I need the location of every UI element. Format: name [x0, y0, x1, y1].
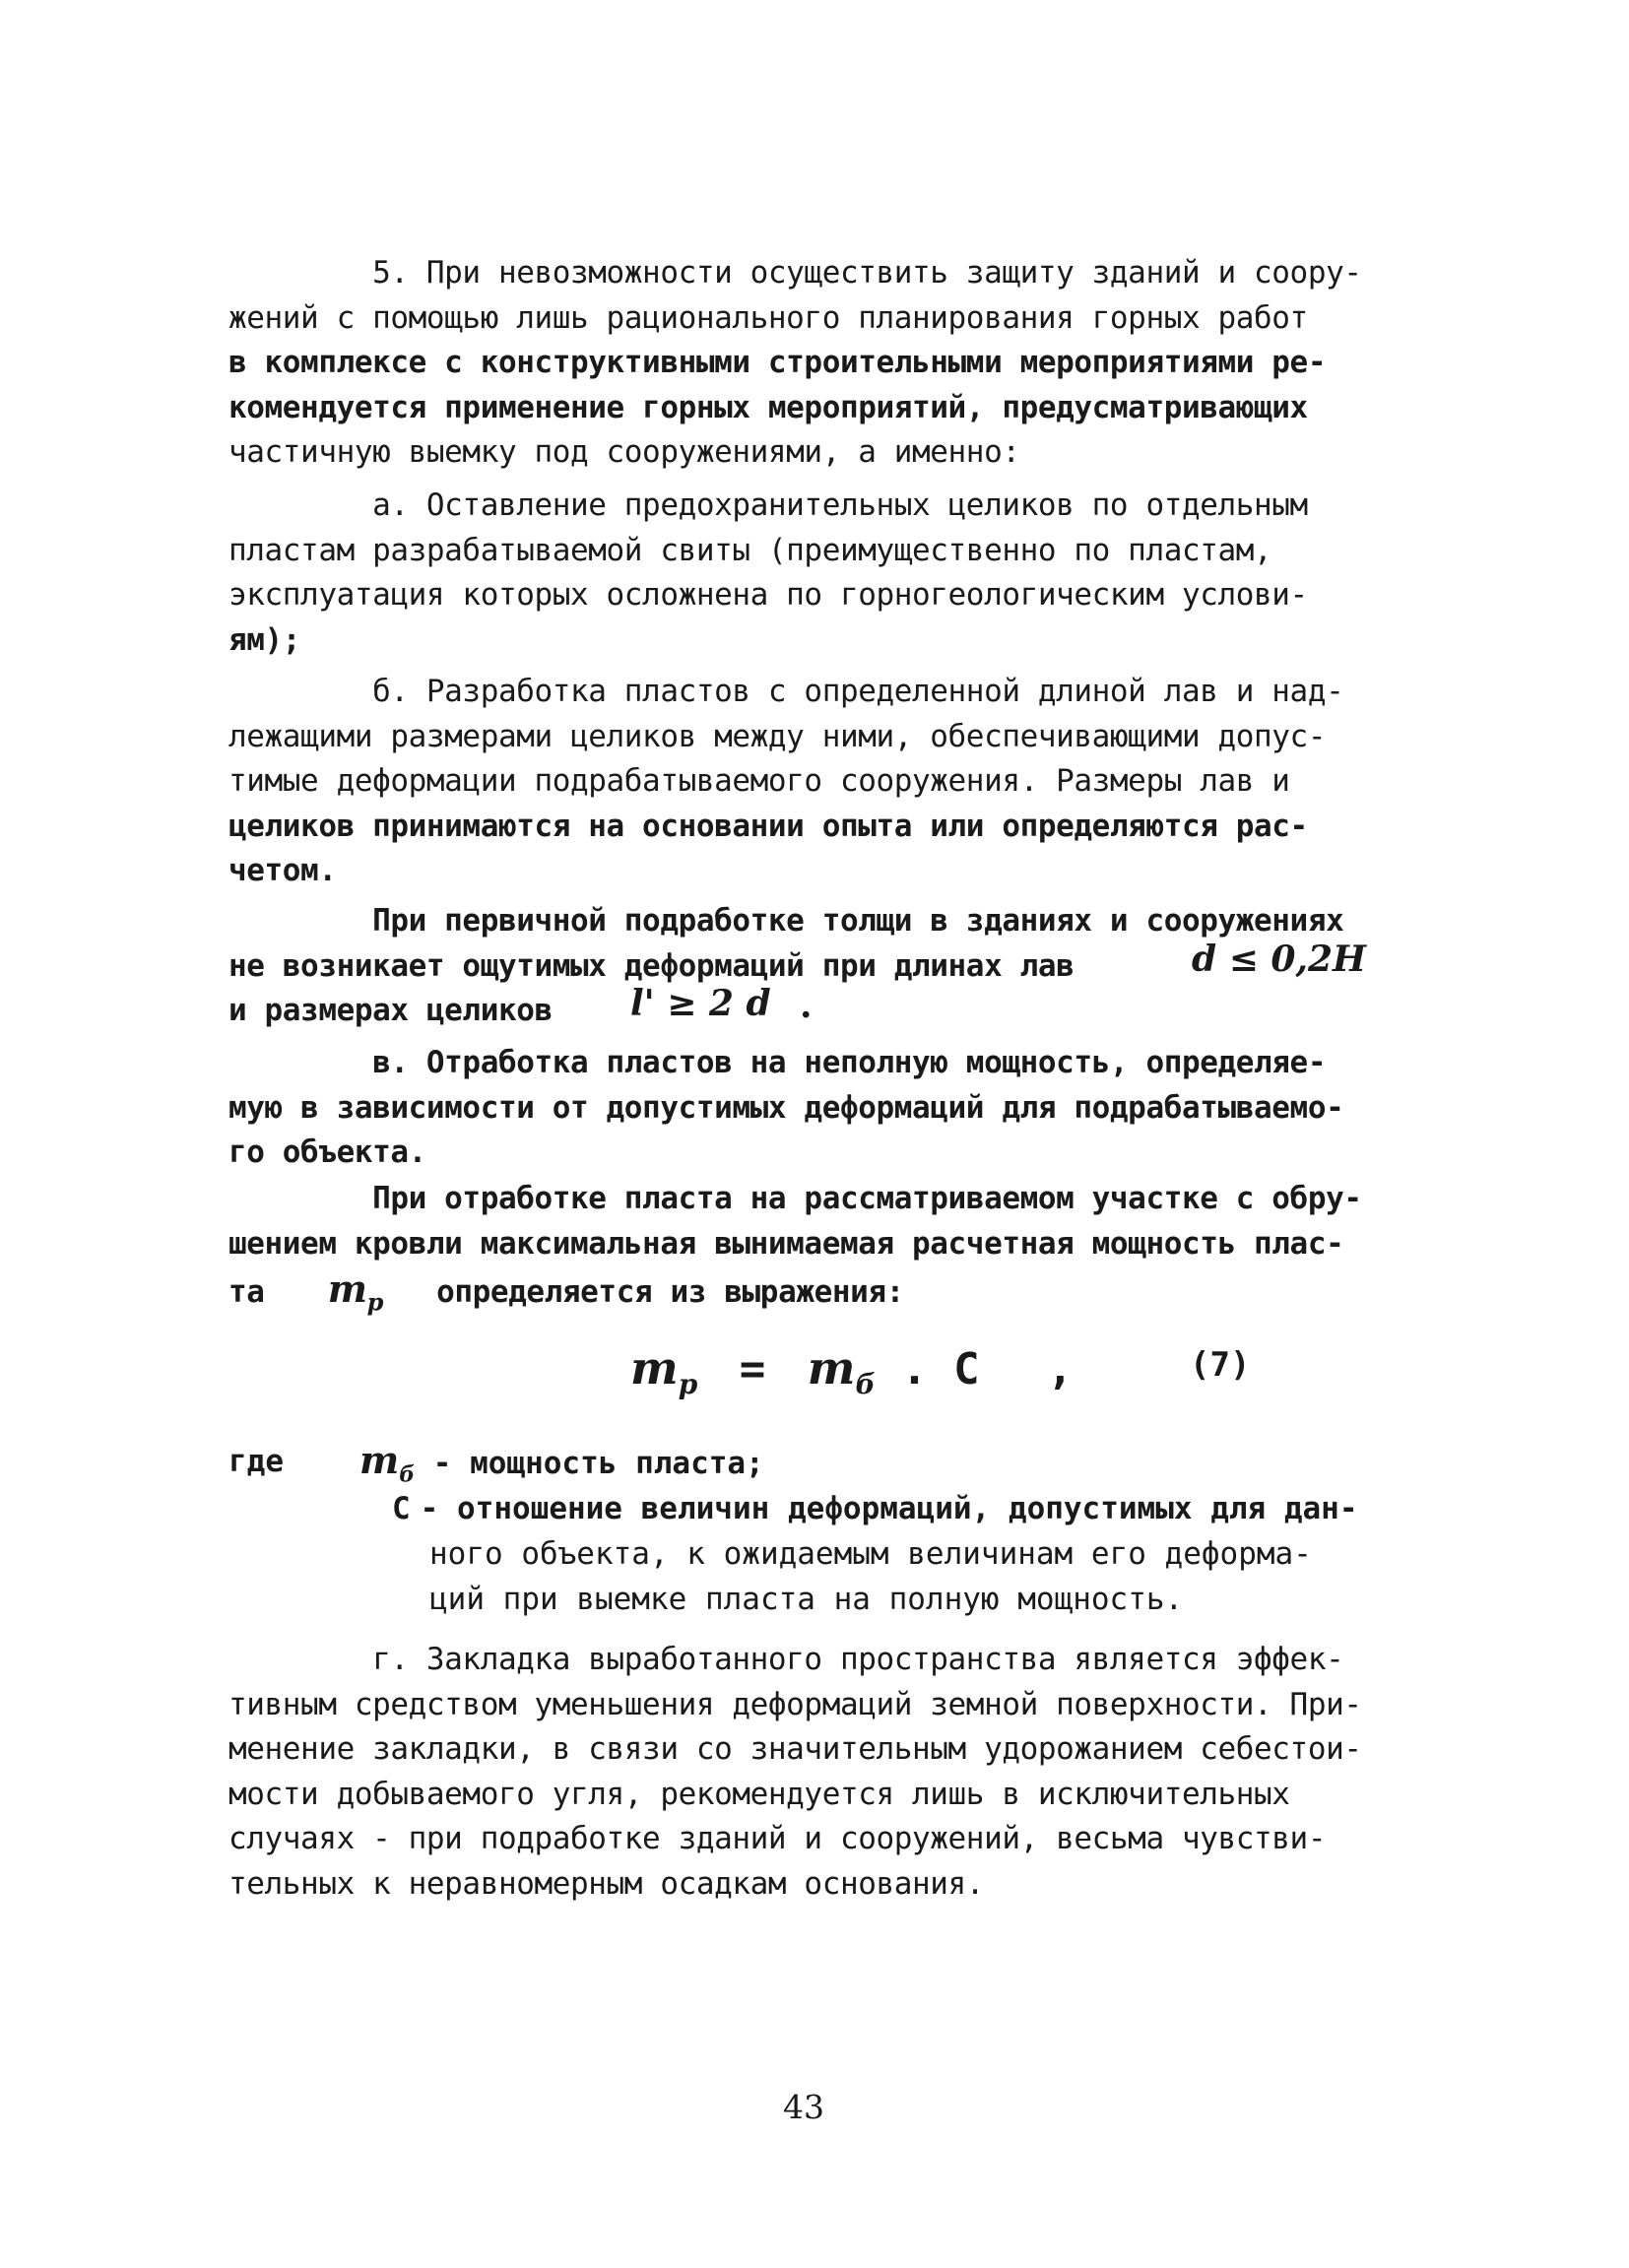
text-line: не возникает ощутимых деформаций при длинах лав	[228, 947, 1075, 984]
definition-text: - мощность пласта;	[432, 1446, 764, 1481]
text-line: в комплексе с конструктивными строительными мероприятиями ре-	[228, 345, 1327, 381]
item-g	[228, 1638, 1401, 1908]
formula-rhs-tail: . C	[901, 1344, 980, 1394]
formula-7	[630, 1341, 1074, 1400]
text-line: При первичной подработке толщи в зданиях и сооружениях	[228, 903, 1344, 939]
text-line: случаях - при подработке зданий и сооружений, весьма чувстви-	[228, 1821, 1327, 1857]
formula-comma: ,	[1047, 1344, 1074, 1394]
formula-rhs: $m_б$	[807, 1341, 876, 1401]
page-number: 43	[783, 2088, 824, 2126]
math-pillar-size: l' ≥ 2 d	[630, 983, 771, 1024]
text-line: г. Закладка выработанного пространства является эффек-	[228, 1642, 1344, 1677]
item-b	[228, 670, 1401, 894]
text-line: ного объекта, к ожидаемым величинам его деформа-	[429, 1536, 1312, 1572]
text-line: шением кровли максимальная вынимаемая расчетная мощность плас-	[228, 1225, 1344, 1262]
formula-number: (7)	[1190, 1345, 1251, 1385]
item-v	[228, 1041, 1401, 1176]
text-line: мую в зависимости от допустимых деформаций для подрабатываемо-	[228, 1089, 1344, 1126]
formula-equals: =	[739, 1344, 766, 1394]
math-symbol: C	[392, 1491, 411, 1526]
where-label: где	[228, 1444, 284, 1479]
text-line: C - отношение величин деформаций, допустимых для дан-	[392, 1491, 1358, 1526]
text-line: лежащими размерами целиков между ними, обеспечивающими допус-	[228, 718, 1327, 754]
paragraph-5	[228, 251, 1401, 476]
text-fragment: определяется из выражения:	[436, 1274, 904, 1311]
text-line: целиков принимаются на основании опыта или определяются рас-	[228, 808, 1308, 844]
text-line: в. Отработка пластов на неполную мощность, определяе-	[228, 1045, 1327, 1080]
text-line: мости добываемого угля, рекомендуется лишь в исключительных	[228, 1776, 1290, 1812]
math-symbol: $m_б$	[359, 1438, 416, 1488]
text-line: четом.	[228, 853, 337, 889]
item-a	[228, 484, 1401, 663]
definition-c	[392, 1487, 1358, 1532]
text-fragment: та	[228, 1274, 265, 1311]
text-line: жений с помощью лишь рационального планирования горных работ	[228, 299, 1308, 336]
formula-lhs: $m_p$	[630, 1341, 698, 1401]
text-line: пластам разрабатываемой свиты (преимущественно по пластам,	[228, 532, 1272, 568]
text-line: а. Оставление предохранительных целиков по отдельным	[228, 487, 1308, 523]
extraction-paragraph	[228, 1177, 1401, 1317]
text-line: и размерах целиков	[228, 993, 553, 1029]
text-line: тивным средством уменьшения деформаций земной поверхности. При-	[228, 1686, 1362, 1722]
text-line: частичную выемку под сооружениями, а именно:	[228, 434, 1020, 471]
text-line: ям);	[228, 621, 301, 658]
text-line: 5. При невозможности осуществить защиту зданий и соору-	[228, 255, 1362, 291]
text-line	[228, 1266, 1401, 1317]
definition-c-continued	[429, 1532, 1312, 1622]
sentence-period: .	[800, 985, 813, 1026]
text-line: комендуется применение горных мероприятий, предусматривающих	[228, 389, 1308, 425]
math-symbol: $m_p$	[327, 1266, 383, 1317]
math-longwall-length: d ≤ 0,2H	[1192, 939, 1367, 980]
text-line: тельных к неравномерным осадкам основания.	[228, 1865, 985, 1902]
text-line: ций при выемке пласта на полную мощность.	[429, 1581, 1184, 1617]
text-line: При отработке пласта на рассматриваемом участке с обру-	[228, 1181, 1362, 1216]
text-line: эксплуатация которых осложнена по горногеологическим услови-	[228, 577, 1308, 614]
text-line: тимые деформации подрабатываемого сооружения. Размеры лав и	[228, 763, 1290, 800]
text-line: го объекта.	[228, 1134, 426, 1171]
text-line: б. Разработка пластов с определенной длиной лав и над-	[228, 674, 1344, 709]
text-line: менение закладки, в связи со значительным удорожанием себестои-	[228, 1731, 1362, 1768]
